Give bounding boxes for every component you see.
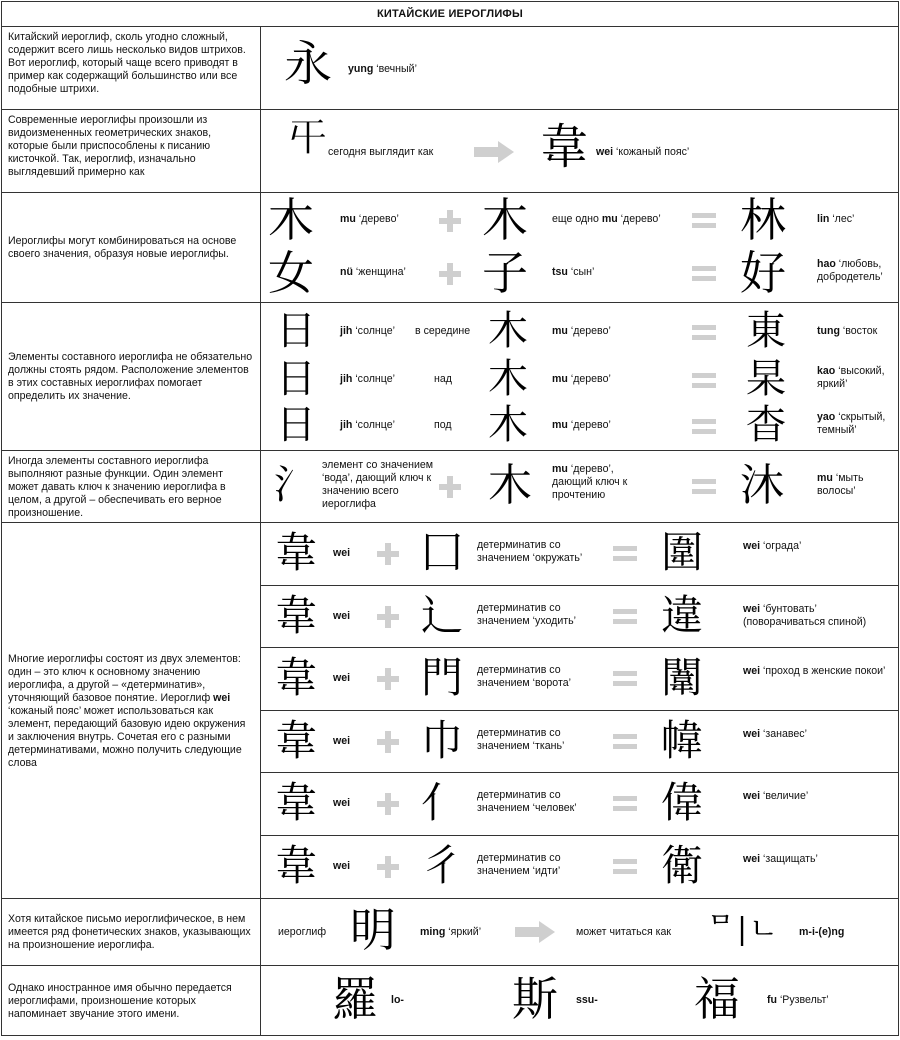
section-strokes	[2, 27, 898, 110]
base-romanization	[333, 860, 350, 873]
romanization: tung	[817, 325, 840, 337]
section-description: Иногда элементы составного иероглифа выполняют разные функции. Один элемент может давать ключ к значению иероглифа в целом, а другой – обеспечивать его верное произношение.	[2, 451, 261, 522]
romanization: mu	[601, 213, 618, 225]
determinative-label: детерминатив со значением ‘идти’	[477, 852, 561, 877]
section-combination	[2, 193, 898, 303]
romanization: wei	[333, 860, 351, 872]
gloss: ‘любовь, добродетель’	[817, 258, 883, 283]
character-lo: 羅	[332, 972, 378, 1026]
section-description: Однако иностранное имя обычно передается иероглифами, произношение которых напоминает звучание этого имени.	[2, 966, 261, 1035]
equals-icon	[692, 419, 716, 435]
result-char: 東	[746, 308, 786, 354]
equals-icon	[613, 671, 637, 687]
element-1-char: 日	[276, 356, 316, 402]
romanization: hao	[817, 258, 836, 270]
combination-row	[262, 193, 898, 248]
romanization: mu	[552, 373, 568, 385]
prefix-label: иероглиф	[278, 926, 327, 938]
section-functions	[2, 451, 898, 523]
equals-icon	[613, 609, 637, 625]
base-char: 韋	[275, 715, 318, 765]
description-romanization: wei	[213, 691, 231, 704]
equals-icon	[613, 546, 637, 562]
determinative-row	[261, 773, 898, 836]
gloss: ‘солнце’	[355, 373, 395, 385]
gloss: ‘дерево’	[570, 325, 611, 337]
description-text: Многие иероглифы состоят из двух элементов: один – это ключ к основному значению иероглифа, а другой – «детерминатив», уточняющий базовое понятие. Иероглиф	[8, 652, 241, 704]
character-ming: 明	[350, 903, 396, 957]
position-row	[262, 403, 898, 451]
table-title: КИТАЙСКИЕ ИЕРОГЛИФЫ	[2, 2, 898, 27]
equals-icon	[613, 796, 637, 812]
result-label	[817, 325, 900, 338]
reading-label	[596, 146, 689, 159]
determinative-char: 囗	[421, 528, 464, 577]
description-text: ‘кожаный пояс’ может использоваться как элемент, передающий базовую идею окружения и заключения внутрь. Сочетая его с разными детерминативами, можно получить следующие слова	[8, 704, 246, 769]
character-ssu: 斯	[512, 972, 558, 1026]
base-romanization	[333, 547, 350, 560]
determinative-label: детерминатив со значением ‘человек’	[477, 789, 577, 815]
element-1-label	[340, 266, 406, 279]
romanization: mu	[552, 463, 568, 475]
romanization: lin	[817, 213, 830, 225]
section-description: Иероглифы могут комбинироваться на основе своего значения, образуя новые иероглифы.	[2, 193, 261, 302]
position-label: под	[434, 419, 452, 431]
transition-label: сегодня выглядит как	[328, 146, 434, 158]
result-char: 林	[740, 193, 786, 247]
result-char: 圍	[661, 528, 704, 577]
gloss: ‘солнце’	[355, 325, 395, 337]
romanization: yao	[817, 411, 836, 423]
gloss: ‘высокий, яркий’	[817, 365, 885, 390]
determinative-label: детерминатив со значением ‘окружать’	[477, 539, 583, 564]
element-2-char: 木	[482, 193, 528, 247]
phonetic-signs: ᄆ|ㄴ	[706, 912, 781, 947]
determinative-row	[261, 586, 898, 649]
result-char: 違	[661, 590, 704, 640]
result-char: 偉	[661, 778, 704, 828]
section-description	[2, 523, 261, 898]
reading-label	[576, 994, 598, 1007]
gloss: ‘проход в женские покои’	[763, 665, 886, 678]
determinative-label: детерминатив со значением ‘уходить’	[477, 601, 576, 627]
section-origin	[2, 110, 898, 193]
romanization: mu	[340, 213, 356, 225]
result-label	[743, 665, 893, 678]
romanization: wei	[743, 727, 761, 740]
element-2-label	[552, 373, 611, 386]
equals-icon	[692, 479, 716, 495]
element-1-char: 日	[276, 402, 316, 448]
gloss: ‘бунтовать’ (поворачиваться спиной)	[743, 602, 867, 628]
result-label	[817, 213, 900, 226]
combination-row	[262, 248, 898, 303]
plus-icon	[439, 476, 461, 498]
romanization: wei	[743, 540, 761, 552]
arrow-right-icon	[515, 921, 555, 943]
result-label	[817, 258, 900, 284]
element-2-label	[552, 213, 661, 226]
element-1-char: 女	[268, 246, 314, 300]
romanization: wei	[743, 602, 761, 615]
equals-icon	[613, 859, 637, 875]
determinative-row	[261, 711, 898, 774]
gloss: ‘лес’	[832, 213, 855, 225]
romanization: ssu-	[576, 994, 598, 1006]
romanization: wei	[333, 797, 351, 810]
gloss: ‘Рузвельт’	[779, 994, 829, 1006]
gloss: ‘восток	[842, 325, 878, 337]
result-char: 衛	[661, 841, 704, 890]
gloss: ‘занавес’	[763, 727, 807, 740]
gloss: ‘дерево’	[358, 213, 399, 225]
determinative-row	[261, 648, 898, 711]
equals-icon	[692, 325, 716, 341]
romanization: fu	[767, 994, 777, 1006]
archaic-character-wei: 𡕒	[288, 115, 328, 161]
equals-icon	[692, 373, 716, 389]
section-foreign-name	[2, 966, 898, 1035]
equals-icon	[692, 266, 716, 282]
section-phonetic	[2, 899, 898, 966]
result-label	[817, 365, 900, 391]
determinative-row	[261, 836, 898, 899]
gloss: ‘ограда’	[763, 540, 802, 552]
romanization: tsu	[552, 266, 568, 278]
determinative-char: 亻	[421, 778, 464, 828]
result-label	[743, 603, 893, 629]
character-yung: 永	[284, 36, 333, 92]
result-char: 杳	[746, 402, 786, 448]
section-determinatives	[2, 523, 898, 899]
position-row	[262, 355, 898, 403]
equals-icon	[613, 734, 637, 750]
gloss: ‘мыть волосы’	[817, 472, 864, 497]
romanization: jih	[340, 373, 353, 385]
gloss: ‘дерево’	[620, 213, 661, 225]
base-char: 韋	[275, 653, 318, 703]
base-romanization	[333, 672, 350, 685]
determinative-char: 彳	[421, 841, 464, 890]
determinative-label: детерминатив со значением ‘ворота’	[477, 664, 571, 690]
determinative-label: детерминатив со значением ‘ткань’	[477, 726, 565, 752]
gloss: ‘дерево’	[570, 419, 611, 431]
romanization: lo-	[391, 994, 404, 1006]
element-2-label	[552, 266, 594, 279]
determinative-char: 巾	[421, 715, 464, 765]
base-char: 韋	[275, 590, 318, 640]
result-char: 幃	[661, 715, 704, 765]
base-romanization	[333, 797, 350, 810]
romanization: wei	[596, 146, 614, 158]
plus-icon	[377, 731, 399, 753]
character-wei: 韋	[540, 119, 589, 175]
base-romanization	[333, 610, 350, 623]
reading-label	[420, 926, 481, 939]
plus-icon	[377, 668, 399, 690]
plus-icon	[377, 543, 399, 565]
result-char: 好	[740, 246, 786, 300]
romanization: ming	[420, 926, 446, 938]
position-label: в середине	[415, 325, 471, 337]
determinative-row	[261, 523, 898, 586]
reading-label	[348, 63, 417, 76]
element-water-label: элемент со значением ‘вода’, дающий ключ к значению всего иероглифа	[322, 459, 434, 510]
romanization: wei	[333, 672, 351, 685]
gloss: ‘яркий’	[448, 926, 482, 938]
section-description: Элементы составного иероглифа не обязательно должны стоять рядом. Расположение элементов в этих составных иероглифах помогает определить их значение.	[2, 303, 261, 450]
base-char: 韋	[275, 841, 318, 890]
gloss: ‘защищать’	[763, 853, 818, 865]
transition-label: может читаться как	[576, 926, 672, 938]
result-char: 杲	[746, 356, 786, 402]
plus-icon	[439, 263, 461, 285]
section-description: Хотя китайское письмо иероглифическое, в нем имеется ряд фонетических знаков, указывающих на произношение иероглифа.	[2, 899, 261, 965]
element-2-label	[552, 325, 611, 338]
romanization: wei	[743, 853, 761, 865]
element-2-char: 木	[488, 308, 528, 354]
prefix: еще одно	[552, 213, 599, 225]
romanization: jih	[340, 325, 353, 337]
chinese-characters-table	[1, 1, 899, 1036]
romanization: wei	[333, 734, 351, 747]
element-1-label	[340, 325, 395, 338]
gloss: ‘вечный’	[376, 63, 417, 75]
gloss: ‘величие’	[763, 790, 809, 803]
gloss: ‘дерево’,	[570, 463, 614, 475]
element-wood-char: 木	[488, 460, 532, 511]
element-2-char: 木	[488, 356, 528, 402]
character-fu: 福	[694, 972, 740, 1026]
section-description: Современные иероглифы произошли из видоизмененных геометрических знаков, которые были приспособлены к писанию кисточкой. Так, иероглиф, изначально выглядевший примерно как	[2, 110, 261, 192]
plus-icon	[377, 606, 399, 628]
result-label	[743, 790, 893, 803]
romanization: yung	[348, 63, 374, 75]
element-2-label	[552, 419, 611, 432]
determinative-char: 門	[421, 653, 464, 703]
position-label: над	[434, 373, 452, 385]
romanization: mu	[552, 419, 568, 431]
base-char: 韋	[275, 528, 318, 577]
result-label	[817, 411, 900, 437]
element-1-label	[340, 213, 399, 226]
result-label	[743, 853, 893, 866]
section-description: Китайский иероглиф, сколь угодно сложный, содержит всего лишь несколько видов штрихов. Вот иероглиф, который чаще всего приводят в пример как содержащий большинство или все подобные штрихи.	[2, 27, 261, 109]
gloss: ‘скрытый, темный’	[817, 411, 886, 436]
gloss: ‘дерево’	[570, 373, 611, 385]
plus-icon	[377, 856, 399, 878]
romanization: wei	[333, 547, 351, 559]
equals-icon	[692, 213, 716, 229]
arrow-right-icon	[474, 141, 514, 163]
gloss: ‘сын’	[570, 266, 595, 278]
element-1-char: 日	[276, 308, 316, 354]
note: дающий ключ к прочтению	[552, 476, 628, 501]
section-position	[2, 303, 898, 451]
romanization: wei	[743, 790, 761, 803]
romanization: mu	[817, 472, 833, 484]
romanization: jih	[340, 419, 353, 431]
element-1-char: 木	[268, 193, 314, 247]
determinative-char: 辶	[421, 590, 464, 640]
element-wood-label	[552, 463, 652, 502]
position-row	[262, 307, 898, 355]
gloss: ‘солнце’	[355, 419, 395, 431]
element-1-label	[340, 419, 395, 432]
base-romanization	[333, 735, 350, 748]
romanization: mu	[552, 325, 568, 337]
result-label	[817, 472, 892, 498]
reading-label	[767, 994, 829, 1007]
gloss: ‘кожаный пояс’	[616, 146, 690, 158]
result-char: 沐	[740, 460, 784, 511]
plus-icon	[439, 210, 461, 232]
romanization: nü	[340, 266, 353, 278]
phonetic-reading	[799, 926, 844, 939]
plus-icon	[377, 793, 399, 815]
result-label	[743, 540, 893, 553]
element-water-char: 氵	[274, 462, 314, 508]
element-1-label	[340, 373, 395, 386]
element-2-char: 子	[482, 246, 528, 300]
romanization: m-i-(e)ng	[799, 926, 845, 938]
result-label	[743, 728, 893, 741]
element-2-char: 木	[488, 402, 528, 448]
romanization: wei	[743, 665, 761, 678]
romanization: wei	[333, 609, 351, 622]
base-char: 韋	[275, 778, 318, 828]
gloss: ‘женщина’	[355, 266, 406, 278]
result-char: 闈	[661, 653, 704, 703]
romanization: kao	[817, 365, 836, 377]
reading-label	[391, 994, 404, 1007]
